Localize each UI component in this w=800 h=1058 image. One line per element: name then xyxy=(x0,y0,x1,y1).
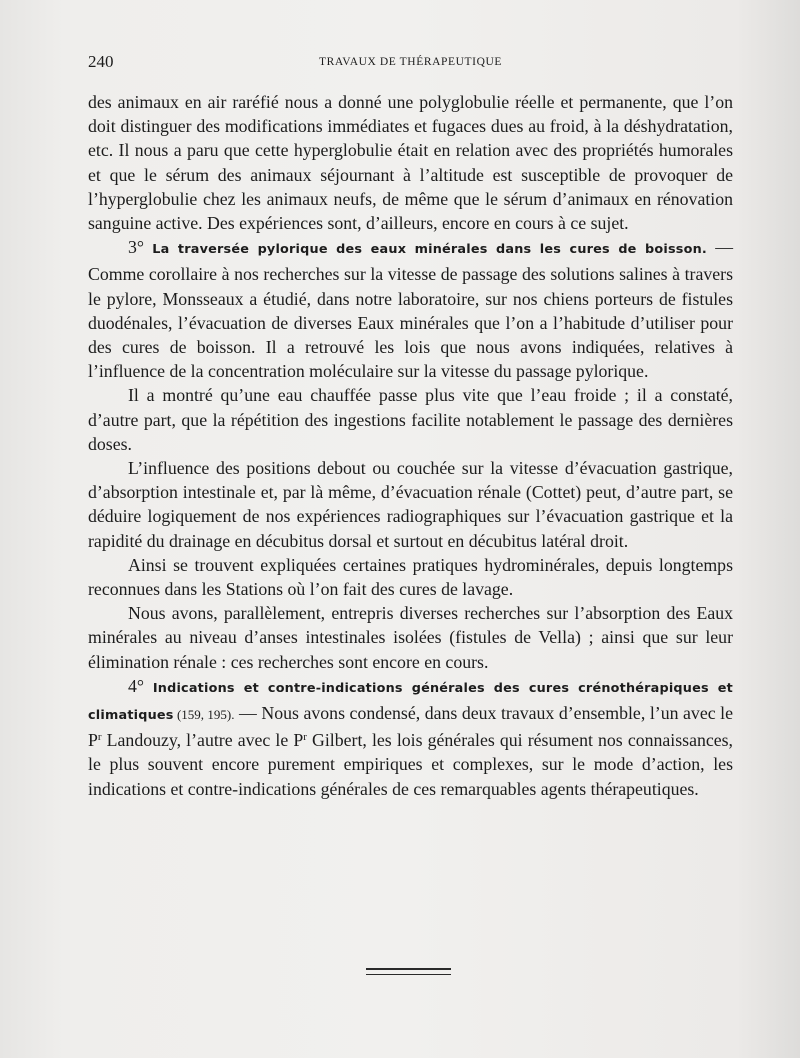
section-3-text: Comme corollaire à nos recherches sur la vitesse de passage des solutions salines à travers le pylore, Monsseaux a étudié, dans notre laboratoire, sur nos chiens porteurs de fistules duodénales, l’évacuation de diverses Eaux minérales que l’on a l’habitude d’utiliser pour des cures de boisson. Il a retrouvé les lois que nous avons indiquées, relatives à l’influence de la concentration moléculaire sur la vitesse du passage pylorique. xyxy=(88,264,733,382)
section-3-number: 3° xyxy=(128,237,145,258)
section-4-paragraph xyxy=(88,674,733,801)
section-4-references: (159, 195). xyxy=(173,707,235,723)
section-4-text-b: Landouzy, l’autre avec le P xyxy=(101,730,304,751)
paragraph-recherches: Nous avons, parallèlement, entrepris diverses recherches sur l’absorption des Eaux minérales au niveau d’anses intestinales isolées (fistules de Vella) ; ainsi que sur leur élimination rénale : ces recherches sont encore en cours. xyxy=(88,603,733,672)
professor-superscript: r xyxy=(303,731,307,744)
paragraph-eau-chauffee: Il a montré qu’une eau chauffée passe plus vite que l’eau froide ; il a constaté, d’autre part, que la répétition des ingestions facilite notablement le passage des dernières doses. xyxy=(88,385,733,454)
page-header xyxy=(88,52,733,76)
running-title: TRAVAUX DE THÉRAPEUTIQUE xyxy=(318,56,503,68)
section-3-title: La traversée pylorique des eaux minérales dans les cures de boisson. xyxy=(152,242,707,258)
page-number: 240 xyxy=(88,52,114,71)
body-text xyxy=(88,90,733,801)
section-3-dash: — xyxy=(706,237,733,258)
paragraph-positions: L’influence des positions debout ou couchée sur la vitesse d’évacuation gastrique, d’absorption intestinale et, par là même, d’évacuation rénale (Cottet) peut, d’autre part, se déduire logiquement de nos expériences radiographiques sur l’évacuation gastrique et la rapidité du drainage en décubitus dorsal et surtout en décubitus latéral droit. xyxy=(88,458,733,551)
professor-superscript: r xyxy=(97,731,102,744)
paragraph-pratiques: Ainsi se trouvent expliquées certaines pratiques hydrominérales, depuis longtemps reconnues dans les Stations où l’on fait des cures de lavage. xyxy=(88,554,733,600)
section-4-text-a: Nous avons condensé, dans deux travaux d’ensemble, l’un avec le P xyxy=(88,703,733,751)
paragraph-continuation: des animaux en air raréfié nous a donné une polyglobulie réelle et permanente, que l’on doit distinguer des modifications immédiates et fugaces dues au froid, à la déshydratation, etc. Il nous a paru que cette hyperglobulie était en relation avec des propriétés humorales et que le sérum des animaux séjournant à l’altitude est susceptible de provoquer de l’hyperglobulie chez les animaux neufs, de même que le sérum d’animaux en rénovation sanguine active. Des expériences sont, d’ailleurs, encore en cours à ce sujet. xyxy=(88,92,733,234)
section-4-title: Indications et contre-indications générales des cures crénothérapiques et climatiques xyxy=(88,680,733,724)
end-of-section-rule xyxy=(366,968,451,975)
section-4-number: 4° xyxy=(128,675,145,696)
section-3-paragraph xyxy=(88,235,733,383)
section-4-text-c: Gilbert, les lois générales qui résument nos connaissances, le plus souvent encore purement empiriques et complexes, sur le mode d’action, les indications et contre-indications générales de ces remarquables agents thérapeutiques. xyxy=(88,730,733,799)
section-4-dash: — xyxy=(234,703,262,724)
